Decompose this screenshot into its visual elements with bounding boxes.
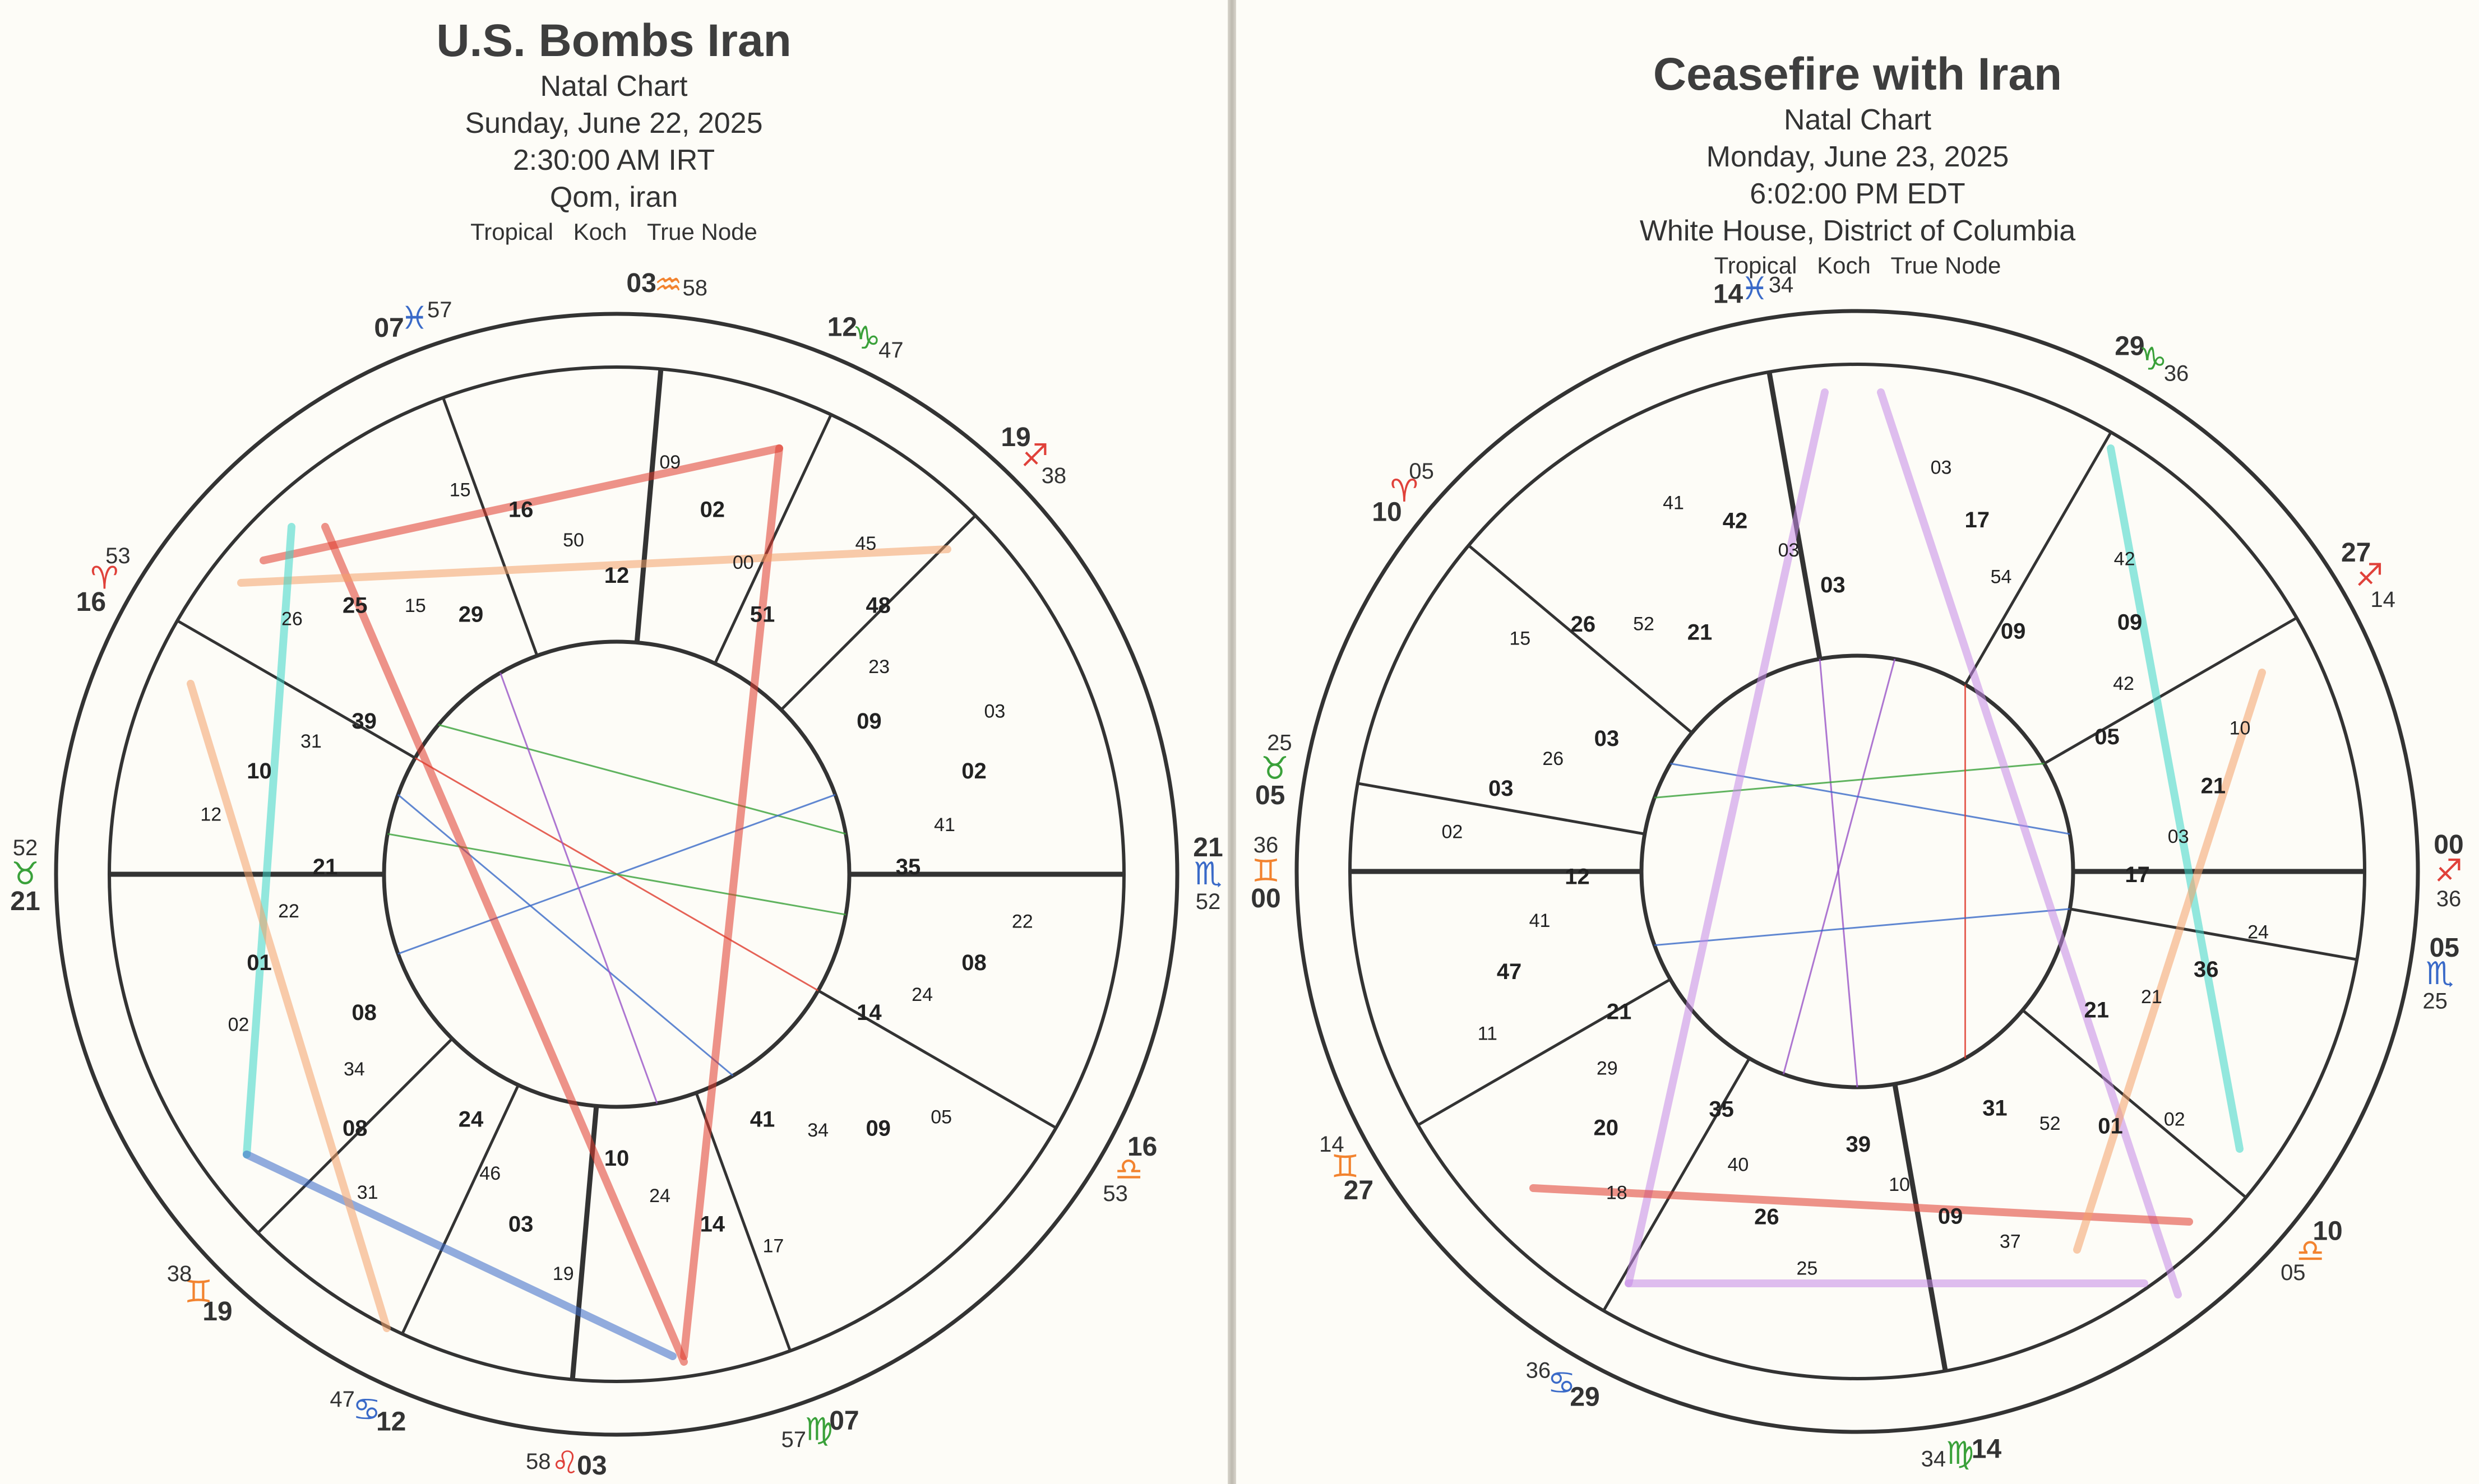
planet-degree: 42 xyxy=(1722,508,1748,534)
planet-degree: 03 xyxy=(1594,726,1620,752)
planet-degree: 09 xyxy=(2000,619,2026,644)
cusp-degree: 21 xyxy=(1193,833,1223,862)
cusp-minute: 38 xyxy=(166,1262,192,1287)
cusp-degree: 12 xyxy=(376,1407,406,1437)
house-cusp-line xyxy=(177,621,415,758)
planet-degree: 26 xyxy=(281,608,303,630)
planet-degree: 41 xyxy=(1529,910,1551,931)
planet-degree: 34 xyxy=(807,1120,829,1142)
book-gutter xyxy=(1228,0,1236,1484)
planet-degree: 26 xyxy=(1570,611,1596,637)
planet-degree: 03 xyxy=(1778,540,1800,562)
planet-degree: 35 xyxy=(895,855,921,879)
highlighter-mark xyxy=(684,448,779,1356)
planet-degree: 09 xyxy=(857,709,882,734)
planet-degree: 41 xyxy=(750,1107,775,1132)
gemini-icon: ♊ xyxy=(184,1273,213,1310)
cusp-degree: 00 xyxy=(2434,830,2464,860)
cusp-degree: 05 xyxy=(1255,781,1285,811)
taurus-icon: ♉ xyxy=(1260,750,1289,787)
planet-degree: 24 xyxy=(458,1107,484,1132)
left-chart-wheel xyxy=(0,0,1228,1484)
cusp-degree: 03 xyxy=(626,268,656,298)
planet-degree: 09 xyxy=(2117,610,2143,635)
cusp-minute: 47 xyxy=(878,338,904,363)
cancer-icon: ♋ xyxy=(1547,1365,1576,1402)
planet-degree: 23 xyxy=(868,656,890,678)
planet-degree: 25 xyxy=(1796,1258,1818,1279)
aries-icon: ♈ xyxy=(90,560,119,597)
aspect-line xyxy=(1820,659,1857,1087)
gemini-icon: ♊ xyxy=(1331,1148,1359,1185)
cusp-degree: 07 xyxy=(374,313,404,344)
planet-degree: 26 xyxy=(1754,1204,1779,1230)
planet-degree: 26 xyxy=(1542,748,1564,769)
planet-degree: 40 xyxy=(1727,1154,1749,1176)
cusp-minute: 36 xyxy=(1253,833,1279,857)
planet-degree: 37 xyxy=(1999,1231,2021,1253)
planet-degree: 21 xyxy=(1687,620,1713,645)
taurus-icon: ♉ xyxy=(11,856,40,892)
planet-degree: 24 xyxy=(649,1185,670,1207)
cusp-degree: 03 xyxy=(577,1451,607,1481)
planet-degree: 22 xyxy=(1011,911,1033,933)
planet-degree: 15 xyxy=(404,595,426,616)
planet-degree: 14 xyxy=(857,1000,882,1025)
planet-degree: 29 xyxy=(1596,1058,1618,1079)
planet-degree: 17 xyxy=(1964,508,1990,533)
cusp-minute: 53 xyxy=(105,543,131,568)
planet-degree: 21 xyxy=(2084,998,2110,1023)
aries-icon: ♈ xyxy=(1390,472,1418,509)
planet-degree: 14 xyxy=(700,1212,725,1237)
cusp-minute: 14 xyxy=(2370,587,2395,613)
cusp-degree: 10 xyxy=(2312,1216,2343,1246)
planet-degree: 52 xyxy=(2039,1113,2061,1135)
cusp-degree: 19 xyxy=(202,1296,233,1327)
planet-degree: 24 xyxy=(2247,921,2269,943)
cusp-minute: 36 xyxy=(2163,361,2189,386)
cusp-minute: 53 xyxy=(1103,1181,1128,1207)
chart-time: 2:30:00 AM IRT xyxy=(512,144,715,177)
house-cusp-line xyxy=(2070,909,2357,959)
cusp-minute: 34 xyxy=(1768,272,1794,298)
cusp-minute: 14 xyxy=(1319,1131,1344,1157)
scorpio-icon: ♏ xyxy=(2425,956,2454,993)
cusp-degree: 29 xyxy=(2115,331,2145,361)
gemini-icon: ♊ xyxy=(1251,853,1280,889)
planet-degree: 09 xyxy=(866,1116,891,1141)
planet-degree: 54 xyxy=(1990,566,2012,588)
cusp-minute: 58 xyxy=(682,276,708,301)
chart-title: U.S. Bombs Iran xyxy=(436,15,792,66)
planet-degree: 02 xyxy=(961,759,987,784)
zodiac-setting: Tropical xyxy=(1714,252,1797,279)
cusp-degree: 14 xyxy=(1971,1434,2002,1464)
node-setting: True Node xyxy=(647,219,757,245)
right-chart-wheel xyxy=(1236,0,2479,1484)
chart-location: White House, District of Columbia xyxy=(1639,215,2076,247)
house-cusp-line xyxy=(1469,545,1692,732)
cusp-degree: 07 xyxy=(829,1406,859,1436)
planet-degree: 17 xyxy=(2125,862,2150,888)
planet-degree: 10 xyxy=(2229,717,2251,739)
planet-degree: 10 xyxy=(1889,1174,1910,1196)
aspect-line xyxy=(387,834,845,915)
cusp-degree: 12 xyxy=(827,312,858,342)
virgo-icon: ♍ xyxy=(804,1411,833,1448)
node-setting: True Node xyxy=(1890,252,2001,279)
chart-kind: Natal Chart xyxy=(1784,104,1931,136)
aspect-line xyxy=(1654,909,2070,945)
chart-title: Ceasefire with Iran xyxy=(1653,49,2062,100)
planet-degree: 24 xyxy=(912,984,933,1005)
highlighter-mark xyxy=(1881,392,2178,1295)
sagittarius-icon: ♐ xyxy=(1020,438,1049,475)
cusp-degree: 10 xyxy=(1372,497,1402,527)
planet-degree: 10 xyxy=(604,1146,630,1171)
planet-degree: 03 xyxy=(1488,776,1514,801)
leo-icon: ♌ xyxy=(551,1444,580,1481)
house-cusp-line xyxy=(637,369,661,642)
planet-degree: 01 xyxy=(247,950,272,975)
aspect-line xyxy=(1783,659,1895,1074)
cusp-degree: 05 xyxy=(2429,933,2460,963)
cusp-minute: 58 xyxy=(525,1449,551,1474)
planet-degree: 09 xyxy=(1937,1204,1963,1229)
cusp-minute: 05 xyxy=(2281,1260,2306,1285)
cusp-minute: 38 xyxy=(1041,463,1067,488)
left-page xyxy=(0,0,1228,1484)
planet-degree: 12 xyxy=(604,563,630,588)
cusp-minute: 47 xyxy=(330,1386,355,1412)
cusp-degree: 27 xyxy=(2341,537,2371,568)
planet-degree: 20 xyxy=(1593,1115,1618,1140)
planet-degree: 03 xyxy=(1930,457,1952,479)
planet-degree: 12 xyxy=(1565,864,1590,889)
planet-degree: 51 xyxy=(750,602,775,627)
planet-degree: 45 xyxy=(855,532,877,554)
planet-degree: 21 xyxy=(312,855,338,879)
planet-degree: 09 xyxy=(659,452,681,474)
house-cusp-line xyxy=(1965,432,2111,684)
aspect-line xyxy=(438,725,846,834)
planet-degree: 01 xyxy=(2098,1114,2123,1139)
planet-degree: 15 xyxy=(449,479,471,501)
cusp-degree: 16 xyxy=(1127,1131,1158,1162)
planet-degree: 08 xyxy=(961,950,987,975)
planet-degree: 03 xyxy=(2167,826,2189,847)
planet-degree: 02 xyxy=(700,497,725,522)
planet-degree: 41 xyxy=(1663,492,1684,514)
aspect-line xyxy=(1654,764,2044,798)
house-cusp-line xyxy=(443,398,537,656)
chart-date: Monday, June 23, 2025 xyxy=(1706,141,2009,173)
sagittarius-icon: ♐ xyxy=(2434,853,2463,889)
planet-degree: 50 xyxy=(563,530,584,551)
pisces-icon: ♓ xyxy=(1740,271,1769,308)
capricorn-icon: ♑ xyxy=(2139,341,2167,378)
cusp-minute: 25 xyxy=(1267,730,1292,755)
house-cusp-line xyxy=(1418,980,1670,1125)
planet-degree: 08 xyxy=(343,1116,368,1141)
cusp-minute: 36 xyxy=(1525,1358,1551,1383)
planet-degree: 12 xyxy=(200,804,222,826)
cusp-degree: 21 xyxy=(10,887,40,916)
capricorn-icon: ♑ xyxy=(852,319,881,356)
planet-degree: 08 xyxy=(351,1000,377,1025)
planet-degree: 31 xyxy=(1982,1096,2008,1121)
planet-degree: 18 xyxy=(1606,1182,1627,1204)
aspect-ring xyxy=(1641,656,2073,1087)
planet-degree: 41 xyxy=(934,814,955,836)
cusp-minute: 52 xyxy=(1195,889,1221,914)
virgo-icon: ♍ xyxy=(1946,1435,1974,1472)
planet-degree: 31 xyxy=(300,731,322,753)
cusp-minute: 05 xyxy=(1409,459,1434,484)
cusp-degree: 27 xyxy=(1343,1176,1374,1206)
planet-degree: 42 xyxy=(2113,548,2135,570)
cusp-minute: 57 xyxy=(781,1427,806,1452)
cancer-icon: ♋ xyxy=(353,1392,381,1429)
planet-degree: 52 xyxy=(1633,613,1654,635)
planet-degree: 05 xyxy=(2094,725,2120,750)
planet-degree: 31 xyxy=(357,1182,378,1204)
planet-degree: 35 xyxy=(1709,1097,1734,1122)
house-system-setting: Koch xyxy=(1817,252,1871,279)
planet-degree: 29 xyxy=(458,602,484,627)
planet-degree: 22 xyxy=(278,901,299,922)
planet-degree: 48 xyxy=(866,593,891,618)
planet-degree: 36 xyxy=(2194,957,2219,982)
planet-degree: 15 xyxy=(1509,628,1531,650)
cusp-degree: 14 xyxy=(1713,279,1743,309)
cusp-degree: 29 xyxy=(1570,1382,1600,1412)
planet-degree: 21 xyxy=(1606,999,1632,1024)
planet-degree: 03 xyxy=(508,1212,534,1237)
planet-degree: 25 xyxy=(343,593,368,618)
scorpio-icon: ♏ xyxy=(1194,856,1223,892)
planet-degree: 42 xyxy=(2113,673,2134,694)
right-page xyxy=(1236,0,2479,1484)
planet-degree: 19 xyxy=(552,1263,574,1284)
planet-degree: 21 xyxy=(2140,986,2162,1008)
aspect-line xyxy=(501,673,658,1103)
planet-degree: 39 xyxy=(351,709,377,734)
planet-degree: 03 xyxy=(984,701,1006,722)
planet-degree: 11 xyxy=(1477,1023,1497,1045)
cusp-degree: 19 xyxy=(1001,423,1031,453)
chart-time: 6:02:00 PM EDT xyxy=(1750,178,1965,210)
highlighter-mark xyxy=(325,527,684,1362)
planet-degree: 21 xyxy=(2200,773,2226,799)
chart-location: Qom, iran xyxy=(549,181,678,214)
cusp-minute: 36 xyxy=(2436,887,2462,911)
planet-degree: 16 xyxy=(508,497,534,522)
planet-degree: 46 xyxy=(479,1163,501,1185)
cusp-degree: 00 xyxy=(1251,884,1281,913)
zodiac-setting: Tropical xyxy=(470,219,553,245)
cusp-minute: 34 xyxy=(1921,1446,1946,1472)
aquarius-icon: ♒ xyxy=(654,267,683,304)
planet-degree: 39 xyxy=(1846,1131,1871,1157)
sagittarius-icon: ♐ xyxy=(2355,557,2384,594)
chart-date: Sunday, June 22, 2025 xyxy=(465,107,763,140)
highlighter-mark xyxy=(241,549,947,583)
planet-degree: 10 xyxy=(247,759,272,784)
cusp-minute: 25 xyxy=(2422,989,2448,1014)
cusp-minute: 57 xyxy=(427,298,452,323)
planet-degree: 03 xyxy=(1820,572,1846,597)
planet-degree: 02 xyxy=(228,1014,249,1036)
planet-degree: 05 xyxy=(931,1106,952,1128)
pisces-icon: ♓ xyxy=(400,300,429,337)
planet-degree: 34 xyxy=(344,1059,365,1080)
cusp-degree: 16 xyxy=(76,587,107,618)
planet-degree: 02 xyxy=(2163,1109,2185,1130)
cusp-minute: 52 xyxy=(12,836,38,860)
chart-kind: Natal Chart xyxy=(540,70,688,103)
planet-degree: 00 xyxy=(732,551,754,573)
planet-degree: 02 xyxy=(1441,821,1463,843)
house-system-setting: Koch xyxy=(573,219,627,245)
planet-degree: 47 xyxy=(1496,959,1522,985)
libra-icon: ♎ xyxy=(1114,1151,1143,1188)
libra-icon: ♎ xyxy=(2296,1233,2325,1270)
planet-degree: 17 xyxy=(762,1235,784,1257)
